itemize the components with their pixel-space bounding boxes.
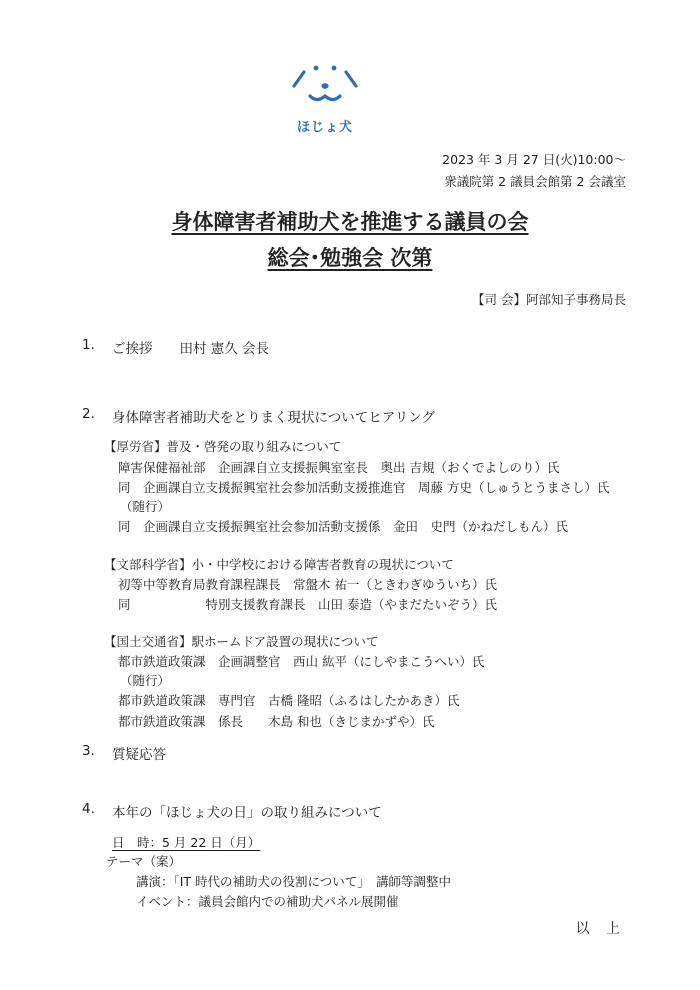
attendee-line: 都市鉄道政策課 専門官 古橋 隆昭（ふるはしたかあき）氏: [118, 693, 460, 708]
event-exhibition: イベント：議員会館内での補助犬パネル展開催: [136, 894, 399, 909]
event-theme: テーマ（案）: [106, 854, 182, 869]
item-qa: 質疑応答: [112, 747, 166, 763]
document-subtitle: 総会･勉強会 次第: [267, 246, 433, 270]
attendee-line: 初等中等教育局教育課程課長 常盤木 祐一（ときわぎゆういち）氏: [118, 577, 497, 592]
item-hearing: 身体障害者補助犬をとりまく現状についてヒアリング: [112, 410, 435, 426]
attendee-note: （随行）: [120, 499, 171, 514]
item-number: 2.: [82, 406, 95, 422]
section-heading-mhlw: 【厚労省】普及・啓発の取り組みについて: [104, 439, 342, 454]
closing-mark: 以 上: [575, 921, 626, 937]
logo-text: ほじょ犬: [296, 120, 353, 135]
hojoken-logo: [280, 56, 370, 146]
attendee-line: 都市鉄道政策課 係長 木島 和也（きじまかずや）氏: [118, 714, 435, 729]
attendee-line: 同 企画課自立支援振興室社会参加活動支援推進官 周藤 方史（しゅうとうまさし）氏: [118, 480, 610, 495]
attendee-line: 同 特別支援教育課長 山田 泰造（やまだたいぞう）氏: [118, 597, 497, 612]
item-number: 3.: [82, 743, 95, 759]
document-title: 身体障害者補助犬を推進する議員の会: [171, 210, 529, 234]
item-greeting: ご挨拶 田村 憲久 会長: [112, 341, 270, 357]
section-heading-mlit: 【国土交通省】駅ホームドア設置の現状について: [104, 634, 379, 649]
attendee-note: （随行）: [120, 673, 171, 688]
event-date: 日 時：5 月 22 日（月）: [112, 835, 261, 850]
attendee-line: 都市鉄道政策課 企画調整官 西山 紘平（にしやまこうへい）氏: [118, 654, 485, 669]
attendee-line: 障害保健福祉部 企画課自立支援振興室室長 奥出 吉規（おくでよしのり）氏: [118, 460, 560, 475]
dog-face-icon: [280, 56, 370, 114]
meeting-venue: 衆議院第 2 議員会館第 2 会議室: [444, 174, 626, 189]
item-number: 1.: [82, 337, 95, 353]
meeting-date: 2023 年 3 月 27 日(火)10:00～: [442, 152, 626, 167]
section-heading-mext: 【文部科学省】小・中学校における障害者教育の現状について: [104, 557, 454, 572]
item-hojoken-day: 本年の「ほじょ犬の日」の取り組みについて: [112, 805, 382, 821]
chairperson: 【司 会】阿部知子事務局長: [472, 292, 626, 307]
item-number: 4.: [82, 801, 95, 817]
attendee-line: 同 企画課自立支援振興室社会参加活動支援係 金田 史門（かねだしもん）氏: [118, 519, 569, 534]
event-lecture: 講演：「IT 時代の補助犬の役割について」 講師等調整中: [136, 874, 452, 889]
